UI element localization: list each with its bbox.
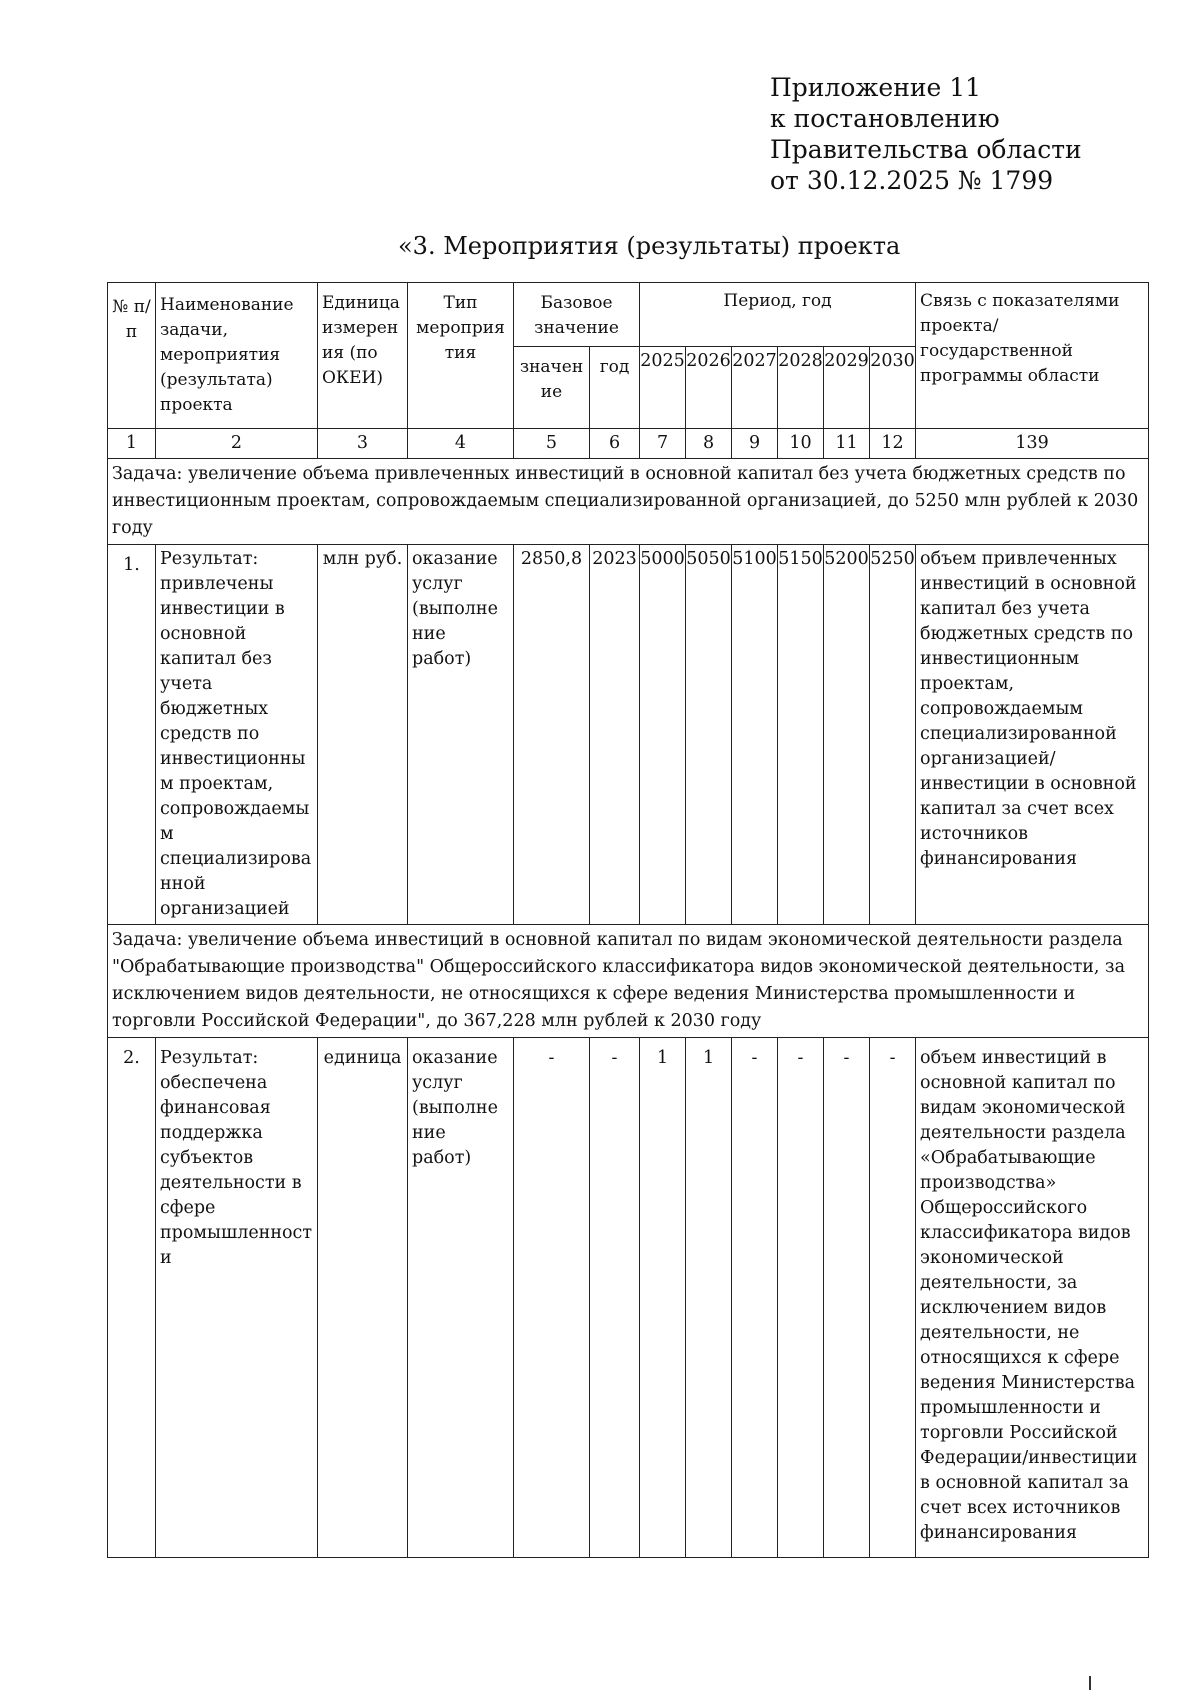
header-base-value: значение bbox=[514, 347, 590, 429]
row-value: 1 bbox=[640, 1038, 686, 1558]
row-value: 5200 bbox=[824, 545, 870, 925]
column-number: 12 bbox=[870, 429, 916, 459]
activities-table bbox=[107, 282, 1149, 1558]
header-year: 2028 bbox=[778, 347, 824, 429]
section-title: «3. Мероприятия (результаты) проекта bbox=[398, 232, 901, 260]
column-number: 8 bbox=[686, 429, 732, 459]
row-name: Результат: привлечены инвестиции в основной капитал без учета бюджетных средств по инвестиционным проектам, сопровождаемым специализированной организацией bbox=[156, 545, 318, 925]
row-value: 5050 bbox=[686, 545, 732, 925]
header-period: Период, год bbox=[640, 283, 916, 347]
column-number: 2 bbox=[156, 429, 318, 459]
column-number-row bbox=[108, 429, 1149, 459]
column-number: 139 bbox=[916, 429, 1149, 459]
header-num: № п/п bbox=[108, 283, 156, 429]
row-value: 5250 bbox=[870, 545, 916, 925]
result-row bbox=[108, 545, 1149, 925]
appendix-line: к постановлению bbox=[770, 104, 1000, 133]
row-base-year: 2023 bbox=[590, 545, 640, 925]
column-number: 5 bbox=[514, 429, 590, 459]
row-value: 5100 bbox=[732, 545, 778, 925]
appendix-date-number: от 30.12.2025 № 1799 bbox=[770, 166, 1054, 195]
task-text: Задача: увеличение объема привлеченных инвестиций в основной капитал без учета бюджетных средств по инвестиционным проектам, сопровождаемым специализированной организацией, до 5250 млн рублей к 2030 году bbox=[108, 459, 1149, 545]
appendix-line: Приложение 11 bbox=[770, 73, 982, 102]
column-number: 3 bbox=[318, 429, 408, 459]
header-year: 2025 bbox=[640, 347, 686, 429]
row-value: - bbox=[732, 1038, 778, 1558]
header-year: 2026 bbox=[686, 347, 732, 429]
appendix-line: Правительства области bbox=[770, 135, 1082, 164]
task-row bbox=[108, 925, 1149, 1038]
row-value: - bbox=[870, 1038, 916, 1558]
task-row bbox=[108, 459, 1149, 545]
result-row bbox=[108, 1038, 1149, 1558]
row-num: 1. bbox=[108, 545, 156, 925]
row-value: - bbox=[778, 1038, 824, 1558]
row-type: оказание услуг (выполнение работ) bbox=[408, 545, 514, 925]
column-number: 11 bbox=[824, 429, 870, 459]
row-base-value: - bbox=[514, 1038, 590, 1558]
row-value: 5150 bbox=[778, 545, 824, 925]
row-unit: единица bbox=[318, 1038, 408, 1558]
appendix-block bbox=[770, 72, 1082, 196]
column-number: 4 bbox=[408, 429, 514, 459]
task-text: Задача: увеличение объема инвестиций в основной капитал по видам экономической деятельности раздела "Обрабатывающие производства" Общероссийского классификатора видов экономической деятельности, за исключением видов деятельности, не относящихся к сфере ведения Министерства промышленности и торговли Российской Федерации", до 367,228 млн рублей к 2030 году bbox=[108, 925, 1149, 1038]
column-number: 7 bbox=[640, 429, 686, 459]
row-type: оказание услуг (выполнение работ) bbox=[408, 1038, 514, 1558]
header-row bbox=[108, 283, 1149, 347]
header-link: Связь с показателями проекта/государственной программы области bbox=[916, 283, 1149, 429]
column-number: 9 bbox=[732, 429, 778, 459]
row-base-year: - bbox=[590, 1038, 640, 1558]
header-year: 2030 bbox=[870, 347, 916, 429]
header-year: 2029 bbox=[824, 347, 870, 429]
row-unit: млн руб. bbox=[318, 545, 408, 925]
row-value: 5000 bbox=[640, 545, 686, 925]
scan-mark bbox=[1089, 1676, 1091, 1690]
column-number: 10 bbox=[778, 429, 824, 459]
header-type: Тип мероприятия bbox=[408, 283, 514, 429]
header-base: Базовое значение bbox=[514, 283, 640, 347]
row-value: 1 bbox=[686, 1038, 732, 1558]
column-number: 1 bbox=[108, 429, 156, 459]
row-link: объем инвестиций в основной капитал по видам экономической деятельности раздела «Обрабатывающие производства» Общероссийского классификатора видов экономической деятельности, за исключением видов деятельности, не относящихся к сфере ведения Министерства промышленности и торговли Российской Федерации/инвестиции в основной капитал за счет всех источников финансирования bbox=[916, 1038, 1149, 1558]
row-num: 2. bbox=[108, 1038, 156, 1558]
row-base-value: 2850,8 bbox=[514, 545, 590, 925]
column-number: 6 bbox=[590, 429, 640, 459]
header-name: Наименование задачи, мероприятия (результата) проекта bbox=[156, 283, 318, 429]
header-base-year: год bbox=[590, 347, 640, 429]
row-value: - bbox=[824, 1038, 870, 1558]
header-year: 2027 bbox=[732, 347, 778, 429]
row-link: объем привлеченных инвестиций в основной капитал без учета бюджетных средств по инвестиционным проектам, сопровождаемым специализированной организацией/инвестиции в основной капитал за счет всех источников финансирования bbox=[916, 545, 1149, 925]
row-name: Результат: обеспечена финансовая поддержка субъектов деятельности в сфере промышленности bbox=[156, 1038, 318, 1558]
header-unit: Единица измерения (по ОКЕИ) bbox=[318, 283, 408, 429]
